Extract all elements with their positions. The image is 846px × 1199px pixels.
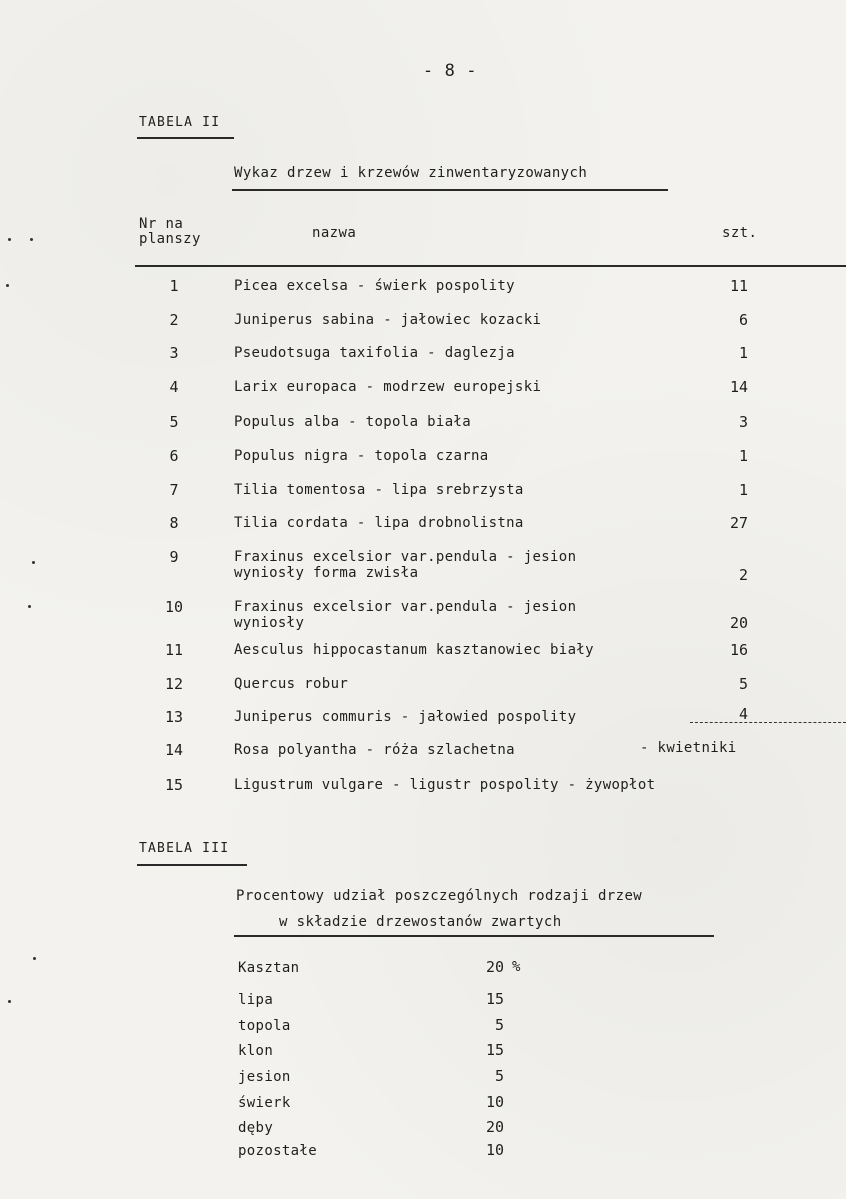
header-rule [135, 265, 846, 267]
row-name: Juniperus commuris - jałowied pospolity [234, 709, 577, 725]
table3-label: TABELA III [139, 841, 230, 856]
row-qty: 5 [738, 675, 748, 693]
row-qty: 1 [738, 447, 748, 465]
row-name: Aesculus hippocastanum kasztanowiec biały [234, 642, 594, 658]
species-percent: 20 [485, 958, 504, 976]
table-row [0, 277, 846, 301]
row-name: Juniperus sabina - jałowiec kozacki [234, 312, 542, 328]
species-name: lipa [238, 992, 274, 1008]
species-percent: 20 [485, 1118, 504, 1136]
species-name: pozostałe [238, 1143, 318, 1159]
species-name: klon [238, 1043, 274, 1059]
header-qty: szt. [722, 225, 758, 241]
row-qty: 4 [738, 705, 748, 723]
table2-label: TABELA II [139, 115, 221, 130]
table-row [0, 413, 846, 437]
row-number: 15 [164, 776, 184, 794]
table-row [0, 481, 846, 505]
table3-subtitle-line1: Procentowy udział poszczególnych rodzaji drzew [236, 888, 643, 904]
row-number: 2 [169, 311, 179, 329]
header-nr-line1: Nr na [139, 216, 184, 232]
table3-subtitle-line2: w składzie drzewostanów zwartych [279, 914, 562, 930]
table-row [0, 741, 846, 765]
list-item [0, 958, 846, 982]
row-qty: 11 [729, 277, 748, 295]
list-item [0, 1118, 846, 1142]
row-name: Tilia tomentosa - lipa srebrzysta [234, 482, 524, 498]
header-nr-line2: planszy [139, 231, 201, 247]
row-name: Picea excelsa - świerk pospolity [234, 278, 515, 294]
row-name: Quercus robur [234, 676, 349, 692]
species-name: jesion [238, 1069, 291, 1085]
row-name-line1: Fraxinus excelsior var.pendula - jesion [234, 549, 577, 565]
table-row [0, 311, 846, 335]
species-percent: 10 [485, 1093, 504, 1111]
row-name: Tilia cordata - lipa drobnolistna [234, 515, 524, 531]
row-qty: 6 [738, 311, 748, 329]
table-row [0, 641, 846, 665]
table-row [0, 776, 846, 800]
table-row [0, 514, 846, 538]
list-item [0, 1041, 846, 1065]
row-number: 4 [169, 378, 179, 396]
dashed-rule [690, 722, 846, 723]
header-nr [139, 217, 201, 247]
row-qty: 3 [738, 413, 748, 431]
species-name: dęby [238, 1120, 274, 1136]
row-number: 11 [164, 641, 184, 659]
row-qty: 1 [738, 344, 748, 362]
table-row [0, 548, 846, 588]
species-name: topola [238, 1018, 291, 1034]
row-number: 9 [169, 548, 179, 566]
row-number: 10 [164, 598, 184, 616]
list-item [0, 1093, 846, 1117]
table2-label-underline [137, 137, 234, 139]
row-name: Pseudotsuga taxifolia - daglezja [234, 345, 515, 361]
row-name-line2: wyniosły forma zwisła [234, 565, 419, 581]
table-row [0, 447, 846, 471]
row-name: Rosa polyantha - róża szlachetna [234, 742, 515, 758]
row-suffix: - kwietniki [640, 740, 737, 756]
table-row [0, 598, 846, 638]
row-name: Populus nigra - topola czarna [234, 448, 489, 464]
margin-mark [30, 238, 33, 241]
row-name-line2: wyniosły [234, 615, 305, 631]
row-number: 1 [169, 277, 179, 295]
row-qty: 20 [729, 614, 748, 632]
row-number: 3 [169, 344, 179, 362]
row-number: 5 [169, 413, 179, 431]
species-percent: 5 [494, 1016, 504, 1034]
row-number: 12 [164, 675, 184, 693]
species-percent: 5 [494, 1067, 504, 1085]
row-name: Larix europaca - modrzew europejski [234, 379, 542, 395]
row-number: 7 [169, 481, 179, 499]
list-item [0, 1016, 846, 1040]
table-row [0, 705, 846, 732]
species-percent: 15 [485, 990, 504, 1008]
table-row [0, 675, 846, 699]
row-name: Populus alba - topola biała [234, 414, 472, 430]
table3-subtitle-underline [234, 935, 714, 937]
row-number: 8 [169, 514, 179, 532]
row-number: 6 [169, 447, 179, 465]
row-number: 13 [164, 708, 184, 726]
row-qty: 1 [738, 481, 748, 499]
page-number: - 8 - [422, 61, 478, 81]
species-name: świerk [238, 1095, 291, 1111]
row-name-line1: Fraxinus excelsior var.pendula - jesion [234, 599, 577, 615]
species-percent: 15 [485, 1041, 504, 1059]
margin-mark [8, 238, 11, 241]
row-number: 14 [164, 741, 184, 759]
list-item [0, 1067, 846, 1091]
row-qty: 27 [729, 514, 748, 532]
table-row [0, 378, 846, 402]
species-name: Kasztan [238, 960, 300, 976]
table3-label-underline [137, 864, 247, 866]
table2-subtitle: Wykaz drzew i krzewów zinwentaryzowanych [234, 165, 588, 181]
list-item [0, 990, 846, 1014]
list-item [0, 1141, 846, 1165]
header-name: nazwa [312, 225, 357, 241]
row-qty: 2 [738, 566, 748, 584]
row-qty: 14 [729, 378, 748, 396]
species-percent: 10 [485, 1141, 504, 1159]
row-name: Ligustrum vulgare - ligustr pospolity - żywopłot [234, 777, 656, 793]
percent-unit: % [512, 959, 521, 975]
row-qty: 16 [729, 641, 748, 659]
table-row [0, 344, 846, 368]
table2-subtitle-underline [232, 189, 668, 191]
